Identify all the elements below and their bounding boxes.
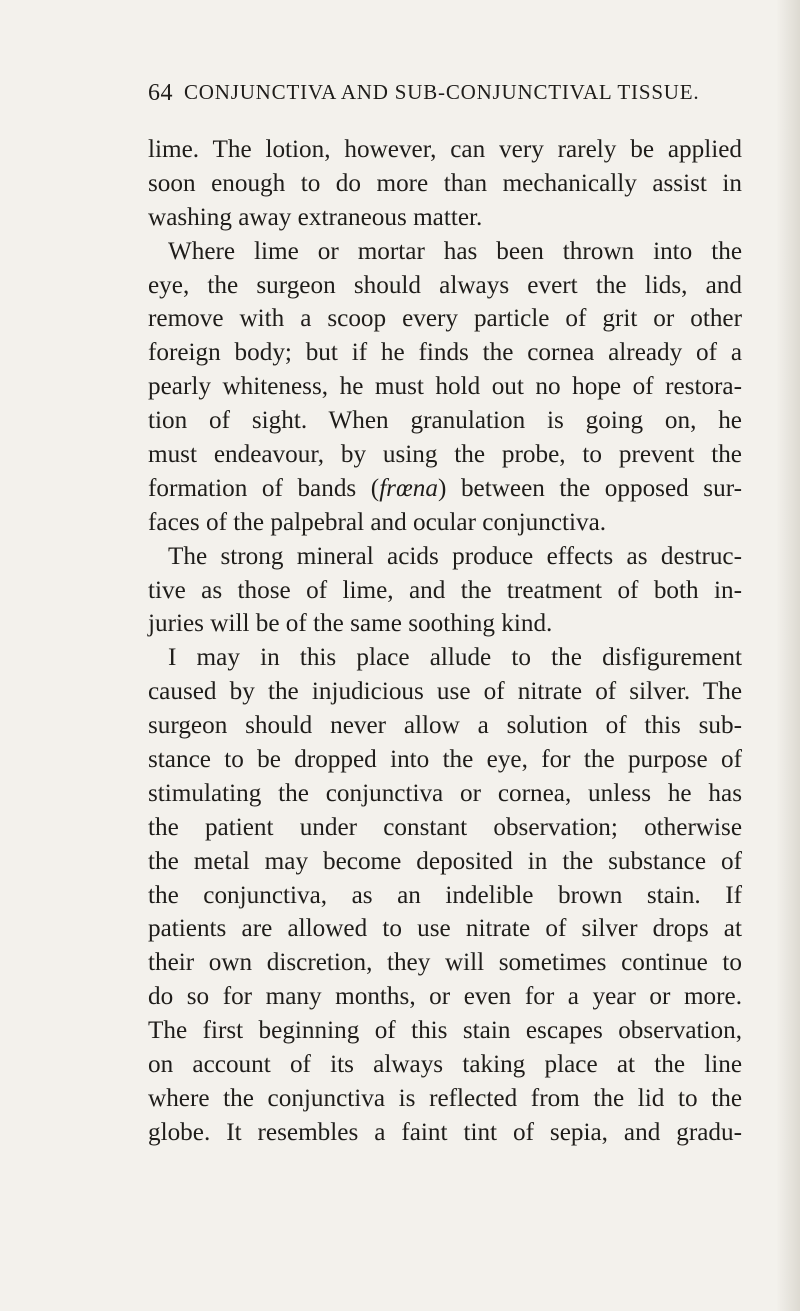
text-line: foreign body; but if he finds the cornea already of a	[148, 339, 742, 367]
text-line: globe. It resembles a faint tint of sepia, and gradu-	[148, 1118, 742, 1146]
text-line: do so for many months, or even for a year or more.	[148, 983, 742, 1011]
text-line: patients are allowed to use nitrate of silver drops at	[148, 915, 742, 943]
text-line: I may in this place allude to the disfigurement	[168, 644, 742, 672]
text-line: caused by the injudicious use of nitrate of silver. The	[148, 678, 742, 706]
text-line: washing away extraneous matter.	[148, 203, 483, 231]
text-line: where the conjunctiva is reflected from the lid to the	[148, 1084, 742, 1112]
text-line: The strong mineral acids produce effects as destruc-	[168, 542, 742, 570]
text-line: tion of sight. When granulation is going on, he	[148, 407, 742, 435]
text-line: pearly whiteness, he must hold out no hope of restora-	[148, 373, 742, 401]
text-line: the patient under constant observation; otherwise	[148, 813, 742, 841]
text-line: formation of bands (frœna) between the opposed sur-	[148, 474, 742, 502]
text-line: stimulating the conjunctiva or cornea, unless he has	[148, 779, 742, 807]
text-line: on account of its always taking place at the line	[148, 1051, 742, 1079]
text-line: surgeon should never allow a solution of this sub-	[148, 712, 742, 740]
page-number: 64	[148, 80, 173, 106]
text-line: remove with a scoop every particle of grit or other	[148, 305, 742, 333]
text-line: eye, the surgeon should always evert the lids, and	[148, 271, 742, 299]
text-line: their own discretion, they will sometimes continue to	[148, 949, 742, 977]
text-line: stance to be dropped into the eye, for the purpose of	[148, 746, 742, 774]
text-line: juries will be of the same soothing kind.	[148, 610, 553, 638]
text-line: lime. The lotion, however, can very rarely be applied	[148, 136, 742, 163]
text-line: soon enough to do more than mechanically assist in	[148, 169, 742, 197]
text-line: the conjunctiva, as an indelible brown stain. If	[148, 881, 742, 909]
text-line: Where lime or mortar has been thrown into the	[168, 237, 742, 265]
page-header	[148, 80, 748, 112]
italic-term: frœna	[379, 474, 438, 502]
text-line: tive as those of lime, and the treatment of both in-	[148, 576, 742, 604]
page-edge-shadow	[776, 0, 800, 1311]
text-line: the metal may become deposited in the substance of	[148, 847, 742, 875]
text-line: faces of the palpebral and ocular conjunctiva.	[148, 508, 607, 536]
running-head: CONJUNCTIVA AND SUB-CONJUNCTIVAL TISSUE.	[184, 80, 700, 104]
text-line: The first beginning of this stain escapes observation,	[148, 1017, 742, 1045]
body-text	[148, 133, 742, 1150]
text-line: must endeavour, by using the probe, to prevent the	[148, 441, 742, 469]
